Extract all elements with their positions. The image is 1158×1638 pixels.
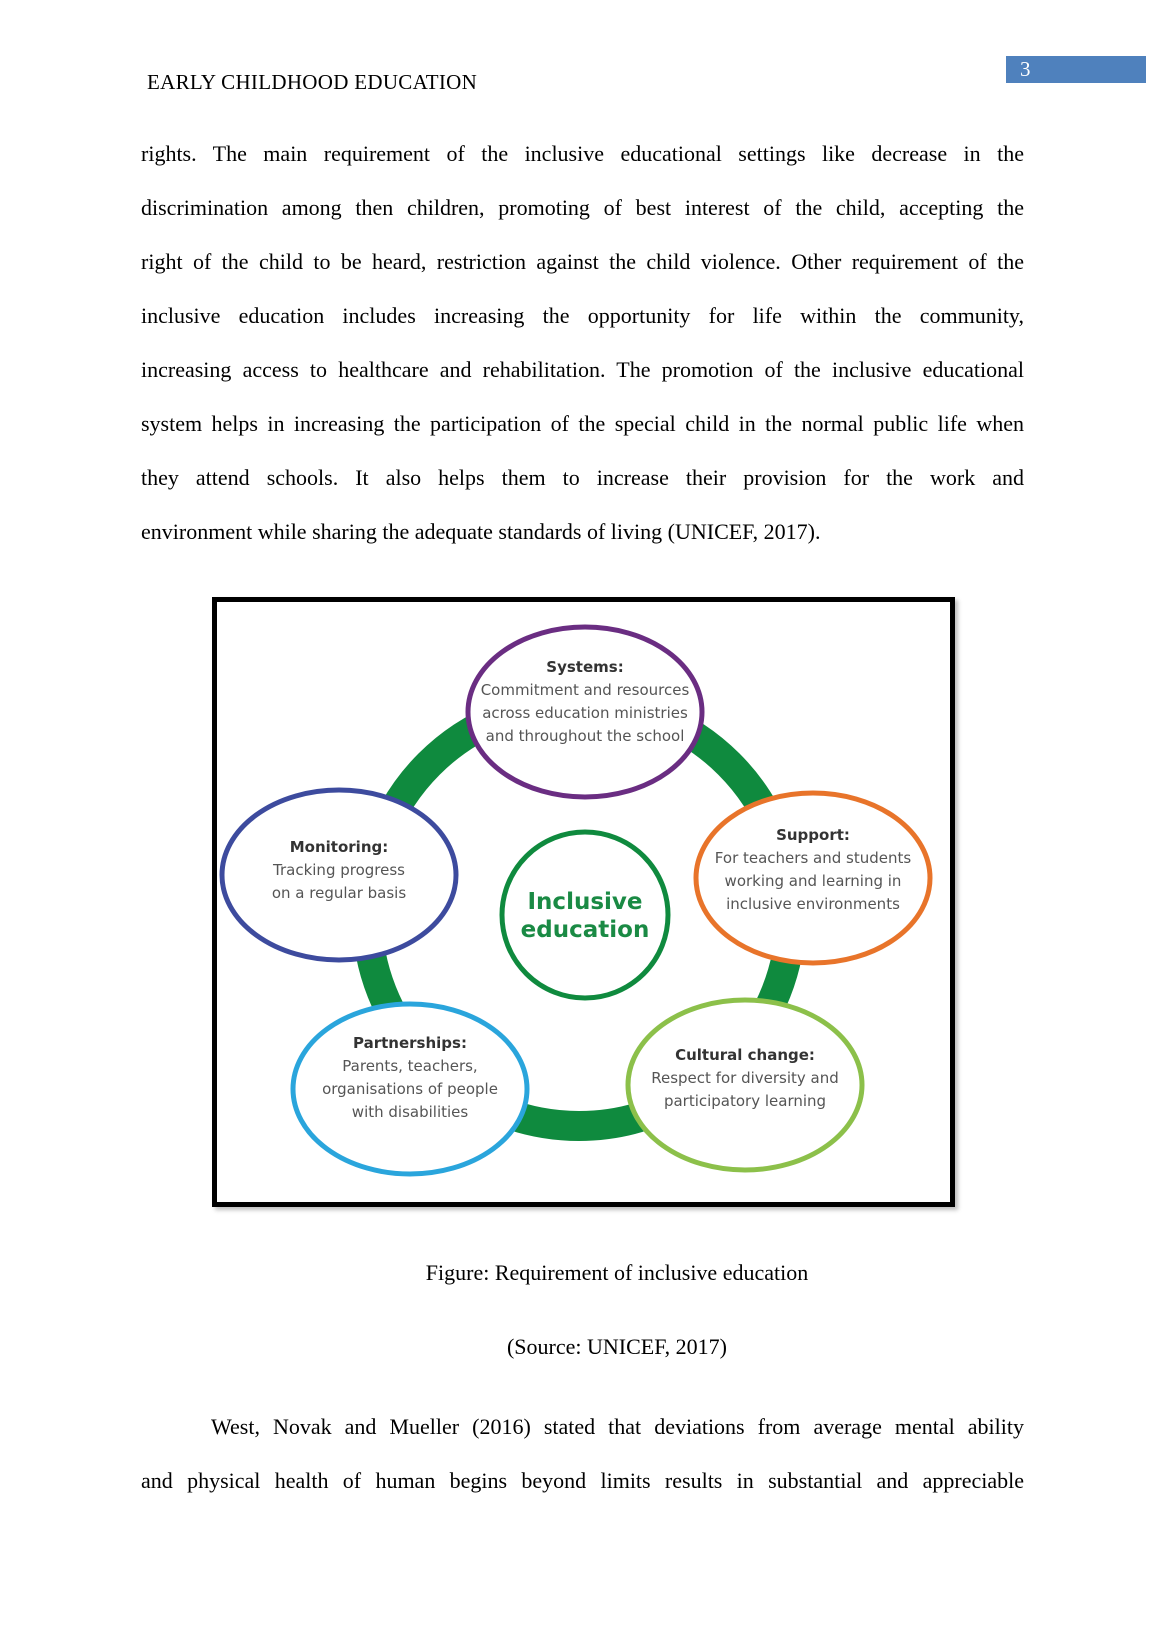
systems-text-line: and throughout the school bbox=[485, 727, 685, 745]
paragraph-line: discrimination among then children, promoting of best interest of the child, accepting the bbox=[141, 195, 1024, 220]
paragraph-line: West, Novak and Mueller (2016) stated that deviations from average mental ability bbox=[211, 1414, 1024, 1439]
paragraph-line: inclusive education includes increasing the opportunity for life within the community, bbox=[141, 303, 1024, 328]
center-label-line2: education bbox=[520, 917, 650, 943]
inclusive-education-diagram bbox=[217, 602, 950, 1202]
paragraph-line: increasing access to healthcare and rehabilitation. The promotion of the inclusive educational bbox=[141, 357, 1024, 382]
paragraph-line: and physical health of human begins beyond limits results in substantial and appreciable bbox=[141, 1468, 1024, 1493]
support-text-line: For teachers and students bbox=[714, 849, 912, 867]
figure-source: (Source: UNICEF, 2017) bbox=[506, 1334, 728, 1359]
cultural-change-text-line: Respect for diversity and bbox=[651, 1069, 839, 1087]
partnerships-title: Partnerships: bbox=[353, 1034, 467, 1052]
paragraph-line: right of the child to be heard, restriction against the child violence. Other requirement of the bbox=[141, 249, 1024, 274]
cultural-change-title: Cultural change: bbox=[675, 1046, 815, 1064]
partnerships-text-line: organisations of people bbox=[322, 1080, 498, 1098]
paragraph-2 bbox=[141, 1400, 1024, 1508]
paragraph-line: they attend schools. It also helps them to increase their provision for the work and bbox=[141, 465, 1024, 490]
monitoring-text-line: Tracking progress bbox=[273, 861, 405, 879]
paragraph-line: environment while sharing the adequate standards of living (UNICEF, 2017). bbox=[141, 519, 821, 544]
paragraph-1 bbox=[141, 127, 1024, 559]
support-text-line: inclusive environments bbox=[726, 895, 900, 913]
monitoring-text-line: on a regular basis bbox=[271, 884, 407, 902]
running-head: EARLY CHILDHOOD EDUCATION bbox=[147, 70, 478, 94]
partnerships-text-line: with disabilities bbox=[351, 1103, 469, 1121]
page-number: 3 bbox=[1006, 56, 1146, 83]
monitoring-title: Monitoring: bbox=[289, 838, 389, 856]
figure-diagram bbox=[212, 597, 955, 1207]
systems-text-line: across education ministries bbox=[482, 704, 688, 722]
systems-text-line: Commitment and resources bbox=[480, 681, 690, 699]
center-circle bbox=[502, 832, 668, 998]
paragraph-line: rights. The main requirement of the inclusive educational settings like decrease in the bbox=[141, 141, 1024, 166]
center-label-line1: Inclusive bbox=[527, 889, 643, 915]
support-title: Support: bbox=[776, 826, 850, 844]
figure-caption: Figure: Requirement of inclusive education bbox=[425, 1260, 809, 1285]
cultural-change-text-line: participatory learning bbox=[663, 1092, 827, 1110]
paragraph-line: system helps in increasing the participation of the special child in the normal public life when bbox=[141, 411, 1024, 436]
systems-title: Systems: bbox=[546, 658, 624, 676]
support-text-line: working and learning in bbox=[724, 872, 902, 890]
partnerships-text-line: Parents, teachers, bbox=[342, 1057, 478, 1075]
